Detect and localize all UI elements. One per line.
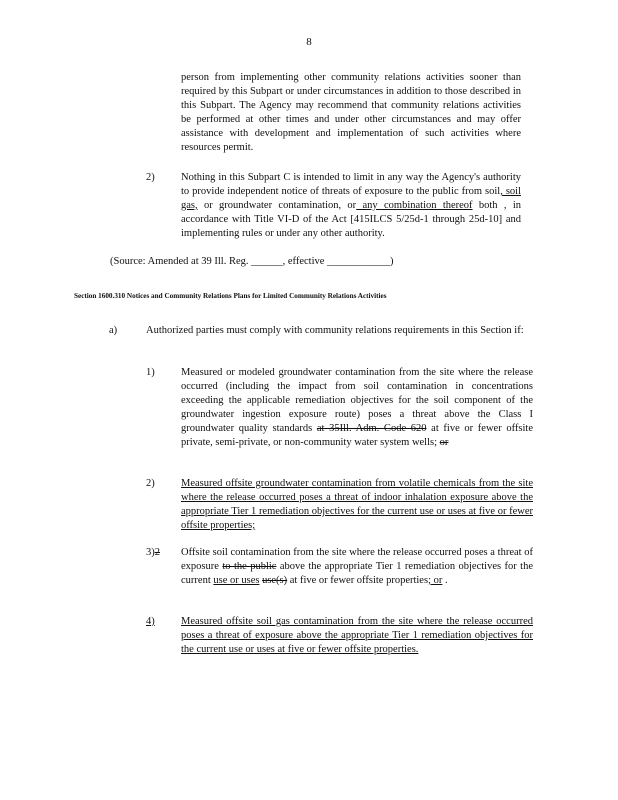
sub-3-text-b: above the appropriate Tier 1 remediation objectives for the current	[181, 560, 533, 586]
sub-3-inserted-or: ; or	[428, 574, 443, 586]
sub-3-inserted-uses: use or uses	[213, 574, 260, 586]
sub-3-struck-number: 2	[154, 547, 160, 558]
sub-1-text-a: Measured or modeled groundwater contamination from the site where the release occurred (including the impact from soil contamination in concentrations exceeding the applicable remediation objectives for the soil component of the groundwater ingestion exposure route) poses a threat above the Class I groundwater quality standards	[181, 367, 533, 434]
sub-3-struck-uses: use(s)	[262, 574, 288, 586]
sub-4-inserted-text: Measured offsite soil gas contamination from the site where the release occurred poses a threat of exposure above the appropriate Tier 1 remediation objectives for the current use or uses at five or fewer offsite properties.	[181, 616, 533, 655]
section-heading: Section 1600.310 Notices and Community Relations Plans for Limited Community Relations Activities	[74, 292, 387, 301]
item-2-text-a: Nothing in this Subpart C is intended to limit in any way the Agency's authority to provide independent notice of threats of exposure to the public from soil	[181, 172, 521, 197]
sub-2-inserted-text: Measured offsite groundwater contamination from volatile chemicals from the site where the release occurred poses a threat of indoor inhalation exposure above the appropriate Tier 1 remediation objectives for the current use or uses at five or fewer offsite properties;	[181, 478, 533, 531]
item-2-text-b: or groundwater contamination, or	[197, 199, 357, 211]
sub-2-text	[181, 477, 533, 533]
sub-1-struck-code: at 35Ill. Adm. Code 620	[316, 422, 427, 434]
sub-1-struck-or: or	[439, 436, 449, 448]
sub-3-text-e: .	[442, 574, 448, 586]
sub-2-label: 2)	[146, 478, 155, 489]
item-2-text	[181, 171, 521, 241]
sub-3-text	[181, 546, 533, 588]
item-2-label: 2)	[146, 172, 155, 183]
sub-3-text-a: Offsite soil contamination from the site where the release occurred poses a threat of exposure	[181, 547, 533, 572]
sub-3-text-d: at five or fewer offsite properties	[287, 574, 429, 586]
item-2-text-c: both , in accordance with Title VI-D of the Act [415ILCS 5/25d-1 through 25d-10] and implementing rules or under any other authority.	[181, 199, 522, 239]
sub-1-text-b: at five or fewer offsite private, semi-private, or non-community water system wells;	[181, 422, 533, 448]
item1-continued-text: person from implementing other community relations activities sooner than required by this Subpart or under circumstances in addition to those described in this Subpart. The Agency may recommend that community relations activities be performed at other times and under other circumstances and may offer assistance with development and implementation of such activities where resources permit.	[181, 72, 521, 153]
sub-1-label: 1)	[146, 367, 155, 378]
sub-4-label	[146, 615, 155, 629]
item-2-inserted-soil-gas: , soil gas,	[181, 185, 521, 211]
source-note: (Source: Amended at 39 Ill. Reg. ______, effective ____________)	[110, 256, 394, 267]
item-a-label: a)	[109, 325, 118, 336]
sub-3-struck-public: to the public	[222, 560, 277, 572]
sub-3-label	[146, 546, 160, 560]
sub-3-label-number: 3)	[146, 547, 155, 558]
item-a-text: Authorized parties must comply with community relations requirements in this Section if:	[146, 325, 524, 336]
sub-4-text	[181, 615, 533, 657]
item-2-inserted-combination: any combination thereof	[356, 199, 473, 211]
sub-4-label-number: 4)	[146, 616, 155, 627]
sub-1-text	[181, 366, 533, 449]
page-number: 8	[306, 36, 312, 48]
